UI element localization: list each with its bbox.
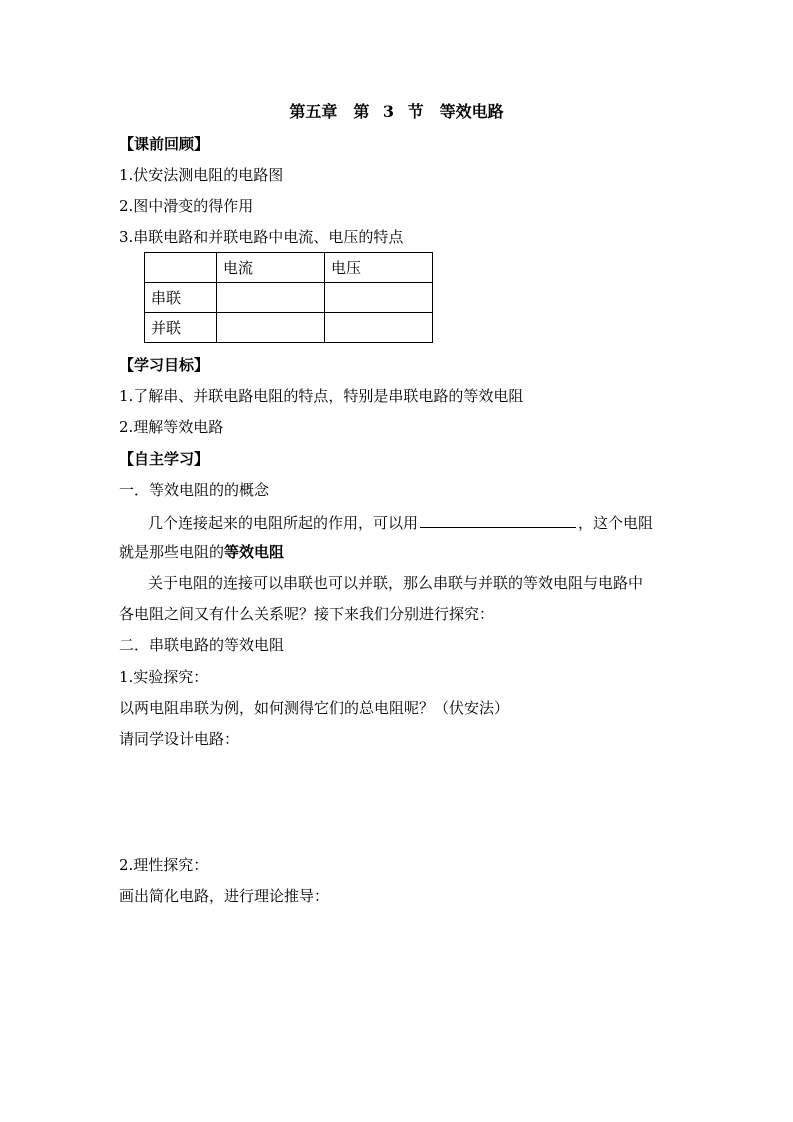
experiment-text: 以两电阻串联为例，如何测得它们的总电阻呢？（伏安法） <box>119 699 510 717</box>
table-header-voltage: 电压 <box>325 253 433 283</box>
review-heading: 【课前回顾】 <box>119 135 210 153</box>
table-header-current: 电流 <box>217 253 325 283</box>
table-row <box>145 283 433 313</box>
review-item-3: 3.串联电路和并联电路中电流、电压的特点 <box>119 228 404 246</box>
section1-title: 一．等效电阻的的概念 <box>119 481 270 499</box>
experiment-prompt: 请同学设计电路： <box>119 730 240 748</box>
goal-item-2: 2.理解等效电路 <box>119 418 224 436</box>
self-study-heading: 【自主学习】 <box>119 450 210 468</box>
table-row <box>145 313 433 343</box>
section1-paragraph-line1 <box>148 511 653 533</box>
table-header-row <box>145 253 433 283</box>
table-cell <box>325 283 433 313</box>
goal-item-1: 1.了解串、并联电路电阻的特点，特别是串联电路的等效电阻 <box>119 387 524 405</box>
experiment-label: 1.实验探究： <box>119 668 209 686</box>
section1-para1-before: 几个连接起来的电阻所起的作用，可以用 <box>148 514 419 532</box>
section1-paragraph2-line1: 关于电阻的连接可以串联也可以并联，那么串联与并联的等效电阻与电路中 <box>148 574 644 592</box>
fill-in-blank[interactable] <box>420 511 576 528</box>
table-cell <box>217 313 325 343</box>
section1-para1-after: ，这个电阻 <box>578 514 654 532</box>
section1-paragraph-line2 <box>119 542 284 562</box>
table-row-label-series: 串联 <box>145 283 217 313</box>
page-title: 第五章 第 3 节 等效电路 <box>289 102 504 121</box>
section1-para1-line2-prefix: 就是那些电阻的 <box>119 543 225 561</box>
table-row-label-parallel: 并联 <box>145 313 217 343</box>
table-cell <box>145 253 217 283</box>
review-item-2: 2.图中滑变的得作用 <box>119 197 254 215</box>
goals-heading: 【学习目标】 <box>119 356 210 374</box>
equivalent-resistance-term: 等效电阻 <box>224 543 285 561</box>
section1-paragraph2-line2: 各电阻之间又有什么关系呢？接下来我们分别进行探究： <box>119 605 495 623</box>
theory-label: 2.理性探究： <box>119 856 209 874</box>
theory-prompt: 画出简化电路，进行理论推导： <box>119 887 330 905</box>
review-item-1: 1.伏安法测电阻的电路图 <box>119 166 284 184</box>
current-voltage-table <box>144 252 433 343</box>
section2-title: 二．串联电路的等效电阻 <box>119 636 285 654</box>
table-cell <box>325 313 433 343</box>
table-cell <box>217 283 325 313</box>
